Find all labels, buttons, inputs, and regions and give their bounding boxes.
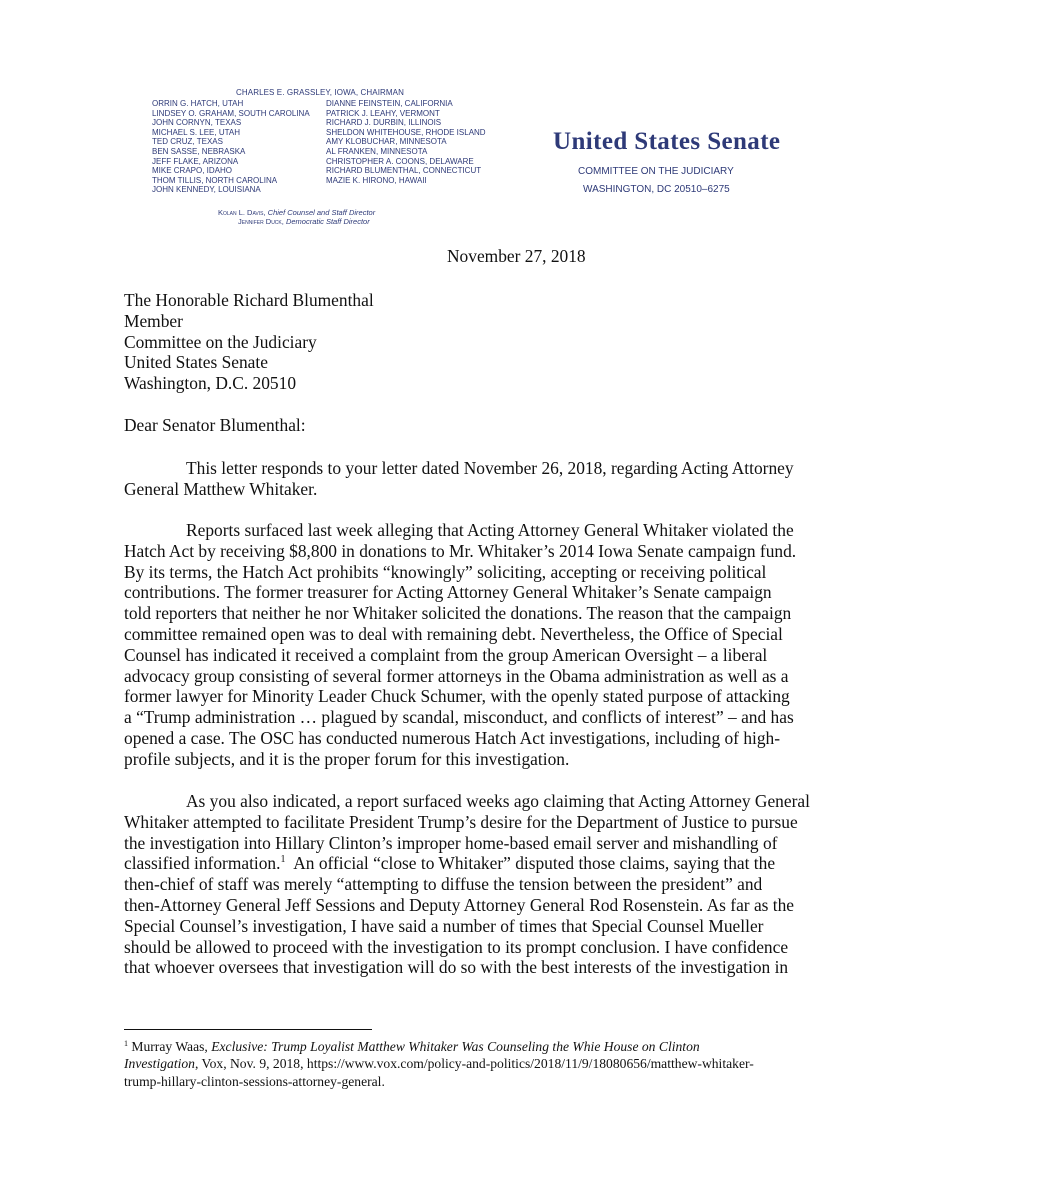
paragraph-3 — [124, 791, 934, 978]
democratic-staff-line — [238, 217, 370, 226]
paragraph-line: This letter responds to your letter dated November 26, 2018, regarding Acting Attorney — [186, 458, 794, 478]
member-name: THOM TILLIS, NORTH CAROLINA — [152, 175, 278, 185]
paragraph-1 — [124, 458, 934, 500]
footnote — [124, 1038, 754, 1090]
paragraph-line: contributions. The former treasurer for Acting Attorney General Whitaker’s Senate campaign — [124, 582, 772, 603]
footnote-divider — [124, 1029, 372, 1030]
paragraph-line: Counsel has indicated it received a complaint from the group American Oversight – a liberal — [124, 644, 768, 665]
footnote-source-link[interactable]: , Vox, Nov. 9, 2018, https://www.vox.com/policy-and-politics/2018/11/9/18080656/matthew-whitaker- — [194, 1056, 754, 1072]
member-name: RICHARD BLUMENTHAL, CONNECTICUT — [326, 166, 482, 176]
paragraph-line: Reports surfaced last week alleging that Acting Attorney General Whitaker violated the — [186, 520, 794, 540]
senate-logotype: United States Senate — [553, 128, 781, 155]
staff-name: Jennifer Duck, — [238, 217, 284, 226]
recipient-address — [124, 290, 374, 394]
member-name: AL FRANKEN, MINNESOTA — [326, 146, 428, 156]
footnote-reference[interactable]: 1 — [280, 854, 286, 866]
member-name: TED CRUZ, TEXAS — [152, 137, 223, 147]
member-name: MAZIE K. HIRONO, HAWAII — [326, 175, 427, 185]
letterhead — [0, 0, 1056, 240]
majority-members-list — [152, 99, 310, 195]
member-name: MIKE CRAPO, IDAHO — [152, 166, 233, 176]
paragraph-2 — [124, 520, 934, 770]
paragraph-line: profile subjects, and it is the proper forum for this investigation. — [124, 748, 570, 769]
address-line: The Honorable Richard Blumenthal — [124, 290, 374, 310]
paragraph-text: An official “close to Whitaker” disputed those claims, saying that the — [285, 853, 776, 874]
paragraph-line: former lawyer for Minority Leader Chuck Schumer, with the openly stated purpose of attacking — [124, 686, 790, 707]
address-line: Member — [124, 310, 183, 331]
address-line: United States Senate — [124, 352, 268, 373]
committee-name: COMMITTEE ON THE JUDICIARY — [578, 166, 734, 177]
footnote-author: Murray Waas, — [128, 1039, 212, 1054]
paragraph-line: Hatch Act by receiving $8,800 in donations to Mr. Whitaker’s 2014 Iowa Senate campaign fund. — [124, 540, 797, 561]
footnote-line — [124, 1055, 754, 1072]
footnote-title: Investigation — [124, 1056, 195, 1072]
member-name: JOHN KENNEDY, LOUISIANA — [152, 185, 261, 195]
paragraph-line: As you also indicated, a report surfaced weeks ago claiming that Acting Attorney General — [186, 791, 810, 811]
paragraph-line: Special Counsel’s investigation, I have said a number of times that Special Counsel Mueller — [124, 915, 764, 936]
footnote-source-link[interactable]: trump-hillary-clinton-sessions-attorney-general. — [124, 1073, 385, 1089]
address-line: Washington, D.C. 20510 — [124, 373, 297, 394]
paragraph-text: classified information. — [124, 853, 281, 874]
paragraph-line: advocacy group consisting of several former attorneys in the Obama administration as well as a — [124, 665, 789, 686]
member-name: MICHAEL S. LEE, UTAH — [152, 127, 241, 137]
letter-date: November 27, 2018 — [447, 246, 586, 266]
salutation: Dear Senator Blumenthal: — [124, 415, 306, 435]
paragraph-line: that whoever oversees that investigation will do so with the best interests of the investigation in — [124, 957, 789, 978]
committee-address: WASHINGTON, DC 20510–6275 — [583, 184, 730, 195]
paragraph-line: Whitaker attempted to facilitate President Trump’s desire for the Department of Justice to pursue — [124, 811, 798, 832]
staff-title: Democratic Staff Director — [285, 217, 370, 226]
paragraph-line: should be allowed to proceed with the investigation to its prompt conclusion. I have confidence — [124, 936, 789, 957]
paragraph-line: By its terms, the Hatch Act prohibits “knowingly” soliciting, accepting or receiving political — [124, 561, 767, 582]
member-name: JOHN CORNYN, TEXAS — [152, 118, 242, 128]
member-name: PATRICK J. LEAHY, VERMONT — [326, 108, 440, 118]
member-name: CHRISTOPHER A. COONS, DELAWARE — [326, 156, 474, 166]
staff-title: Chief Counsel and Staff Director — [267, 208, 376, 217]
paragraph-line: General Matthew Whitaker. — [124, 478, 318, 499]
paragraph-line: told reporters that neither he nor Whitaker solicited the donations. The reason that the campaign — [124, 603, 792, 624]
chief-counsel-line — [218, 208, 375, 217]
minority-members-list — [326, 99, 486, 185]
member-name: AMY KLOBUCHAR, MINNESOTA — [326, 137, 447, 147]
paragraph-line — [124, 853, 934, 874]
paragraph-line: then-chief of staff was merely “attempting to diffuse the tension between the president” and — [124, 874, 763, 895]
member-name: JEFF FLAKE, ARIZONA — [152, 156, 239, 166]
footnote-title: Exclusive: Trump Loyalist Matthew Whitaker Was Counseling the Whie House on Clinton — [211, 1039, 700, 1054]
member-name: LINDSEY O. GRAHAM, SOUTH CAROLINA — [152, 108, 310, 118]
paragraph-line: opened a case. The OSC has conducted numerous Hatch Act investigations, including of high- — [124, 727, 781, 748]
member-name: ORRIN G. HATCH, UTAH — [152, 99, 244, 108]
paragraph-line: then-Attorney General Jeff Sessions and Deputy Attorney General Rod Rosenstein. As far as the — [124, 894, 795, 915]
member-name: DIANNE FEINSTEIN, CALIFORNIA — [326, 99, 453, 108]
footnote-marker: 1 — [124, 1039, 128, 1048]
paragraph-line: committee remained open was to deal with remaining debt. Nevertheless, the Office of Special — [124, 623, 783, 644]
member-name: RICHARD J. DURBIN, ILLINOIS — [326, 118, 442, 128]
member-name: SHELDON WHITEHOUSE, RHODE ISLAND — [326, 127, 486, 137]
paragraph-line: a “Trump administration … plagued by scandal, misconduct, and conflicts of interest” – and has — [124, 707, 794, 728]
address-line: Committee on the Judiciary — [124, 331, 317, 352]
chairman-line: CHARLES E. GRASSLEY, IOWA, CHAIRMAN — [236, 88, 404, 97]
footnote-line — [124, 1038, 754, 1055]
paragraph-line: the investigation into Hillary Clinton’s improper home-based email server and mishandling of — [124, 832, 778, 853]
staff-name: Kolan L. Davis, — [218, 208, 266, 217]
member-name: BEN SASSE, NEBRASKA — [152, 146, 246, 156]
